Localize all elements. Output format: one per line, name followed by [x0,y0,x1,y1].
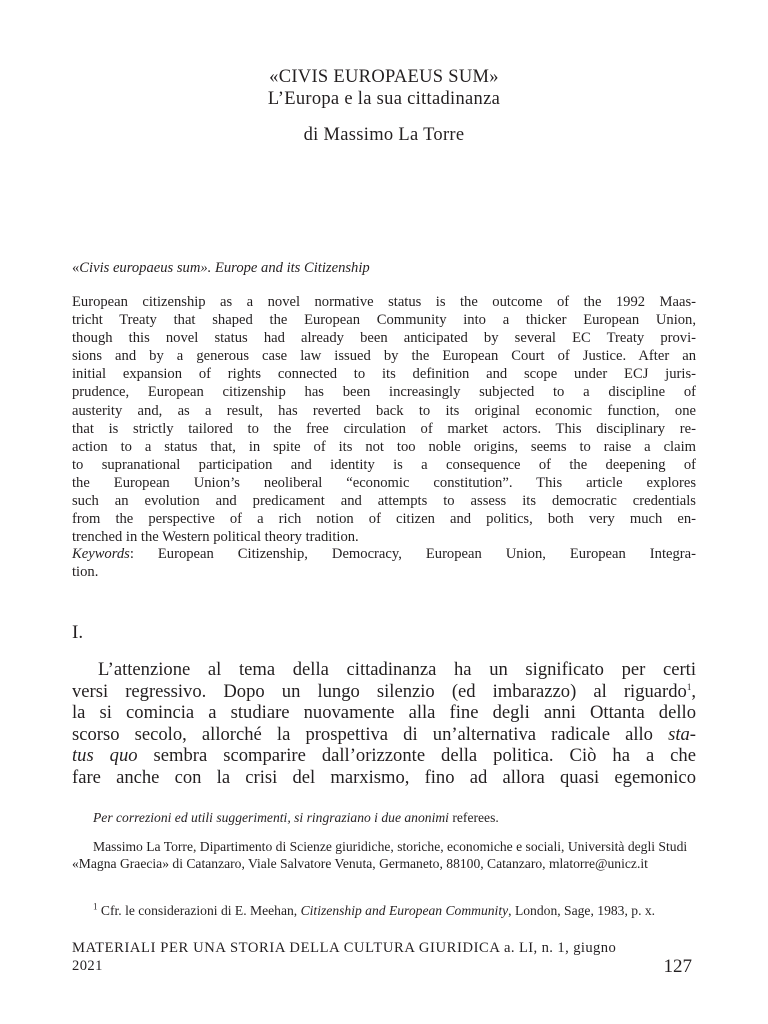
footnote-1 [72,902,696,919]
journal-issue: a. LI, n. 1, giugno 2021 [72,940,617,974]
footnote-marker: 1 [93,901,98,912]
article-author: di Massimo La Torre [303,125,465,145]
body-line: la si comincia a studiare nuovamente alla fine degli anni Ottanta dello [72,702,696,723]
abstract-line: austerity and, as a result, has reverted back to its original economic function, one [72,402,696,419]
abstract-line: the European Union’s neoliberal “economic constitution”. This article explores [72,474,696,491]
abstract-line: that is strictly tailored to the free circulation of market actors. This disciplinary re- [72,420,696,437]
affiliation-line: 88100, Catanzaro, mlatorre@unicz.it [446,856,648,871]
journal-name: MATERIALI PER UNA STORIA DELLA CULTURA GIURIDICA [72,940,500,956]
footnote-line: 1983, p. x. [597,903,656,918]
affiliation-note [72,838,696,872]
abstract-line: from the perspective of a rich notion of citizen and politics, both very much en- [72,511,696,528]
abstract-body [72,293,696,546]
body-line: scorso secolo, allorché la prospettiva di un’alternativa radicale allo sta- [72,723,696,745]
body-text [72,659,696,788]
body-line: versi regressivo. Dopo un lungo silenzio (ed imbarazzo) al riguardo$^1$, [72,680,696,702]
abstract-line: sions and by a generous case law issued by the European Court of Justice. After an [72,348,696,365]
keywords-line: Keywords: European Citizenship, Democracy, European Union, European Integra- [72,546,696,562]
acknowledgement-note: Per correzioni ed utili suggerimenti, si ringraziano i due anonimi referees. [93,810,499,825]
article-title: «CIVIS EUROPAEUS SUM» [269,67,499,87]
abstract-line: prudence, European citizenship has been increasingly subjected to a discipline of [72,384,696,401]
abstract-line: such an evolution and predicament and attempts to assess its democratic credentials [72,493,696,510]
keywords-line: tion. [72,564,99,581]
abstract-line: tricht Treaty that shaped the European Community into a thicker European Union, [72,312,696,329]
section-heading: I. [72,622,84,643]
body-line: fare anche con la crisi del marxismo, fino ad allora quasi egemonico [72,766,696,788]
page-number: 127 [663,956,692,977]
affiliation-line: Massimo La Torre, Dipartimento di Scienze giuridiche, storiche, economiche e sociali, [93,839,565,854]
page [72,0,696,1024]
abstract-line: trenched in the Western political theory tradition. [72,529,359,546]
affiliation-line: Università degli Studi «Magna Graecia» di Catanzaro, Viale Salvatore Venuta, Germaneto, [72,839,688,871]
abstract-line: European citizenship as a novel normative status is the outcome of the 1992 Maas- [72,294,696,310]
title-block [72,66,696,146]
keywords-label: Keywords [72,546,130,562]
abstract-line: to supranational participation and identity is a consequence of the deepening of [72,456,696,473]
article-subtitle: L’Europa e la sua cittadinanza [267,89,501,109]
abstract-line: though this novel status had already been anticipated by several EC Treaty provi- [72,330,696,347]
abstract-line: initial expansion of rights connected to its definition and scope under ECJ juris- [72,366,696,383]
body-line: L’attenzione al tema della cittadinanza ha un significato per certi [98,659,696,680]
journal-footer [72,939,632,975]
abstract-line: action to a status that, in spite of its not too noble origins, seems to raise a claim [72,438,696,455]
keywords [72,545,696,581]
abstract-heading: «Civis europaeus sum». Europe and its Citizenship [72,260,370,276]
footnote-line: $^1$ Cfr. le considerazioni di E. Meehan, Citizenship and European Community, London, Sage, [93,901,594,918]
body-line: tus quo sembra scomparire dall’orizzonte della politica. Ciò ha a che [72,745,696,766]
footnote-ref[interactable]: 1 [686,681,692,692]
